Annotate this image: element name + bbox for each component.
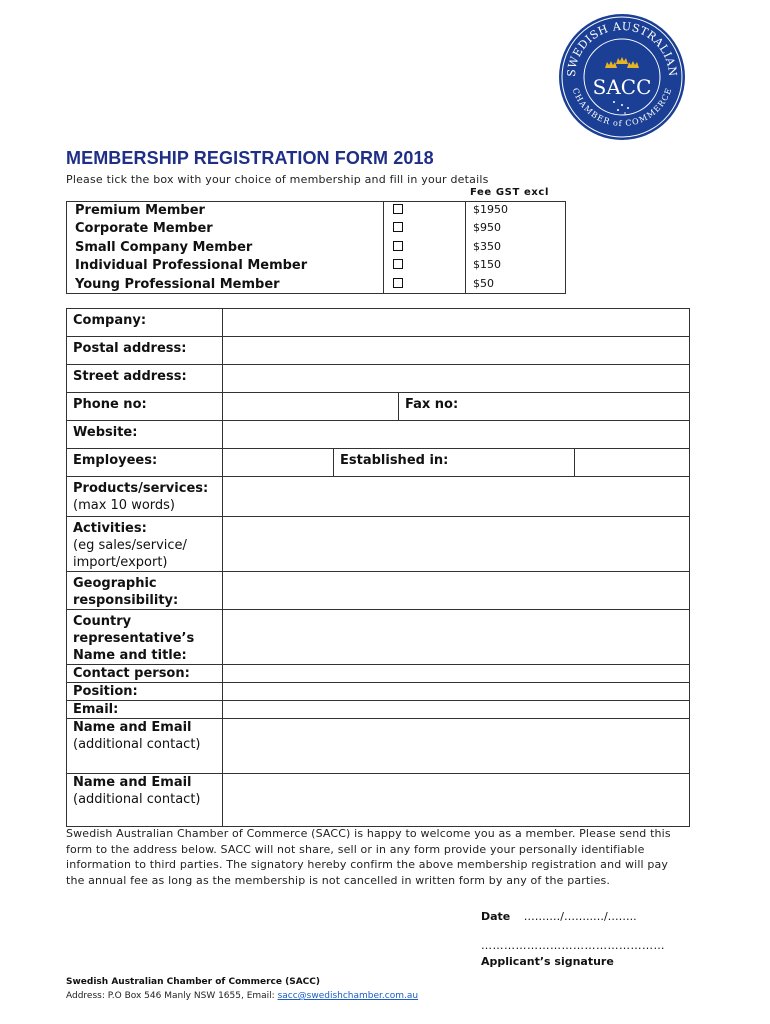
membership-name: Corporate Member xyxy=(75,221,213,237)
contact-person-field[interactable] xyxy=(223,665,690,683)
membership-name: Small Company Member xyxy=(75,239,253,255)
footer-email-link[interactable]: sacc@swedishchamber.com.au xyxy=(277,991,419,1001)
signature-field[interactable]: ………………………………………… xyxy=(481,939,665,952)
membership-fee: $350 xyxy=(473,239,501,253)
membership-fee: $50 xyxy=(473,276,494,290)
disclaimer-text: Swedish Australian Chamber of Commerce (SACC) is happy to welcome you as a member. Please send this form to the address below. SACC will not share, sell or in any form provide your personally identifiable information to third parties. The signatory hereby confirm the above membership registration and will pay the annual fee as long as the membership is not cancelled in written form by any of the parties. xyxy=(66,827,671,887)
employees-field[interactable] xyxy=(223,449,334,477)
date-line xyxy=(481,910,637,923)
email-field[interactable] xyxy=(223,701,690,719)
date-field[interactable]: …….…/……..…/…….. xyxy=(523,910,637,923)
street-address-label: Street address: xyxy=(67,365,223,393)
phone-field[interactable] xyxy=(223,393,399,421)
additional-contact-1-label-text: Name and Email xyxy=(73,720,192,735)
membership-row-small-company xyxy=(67,239,565,257)
membership-fee: $150 xyxy=(473,258,501,272)
membership-checkbox[interactable] xyxy=(393,259,403,269)
membership-table xyxy=(66,201,566,294)
additional-contact-1-label xyxy=(67,719,223,774)
membership-name: Individual Professional Member xyxy=(75,258,308,274)
geographic-field[interactable] xyxy=(223,572,690,610)
activities-label-text: Activities: xyxy=(73,521,147,536)
established-field[interactable] xyxy=(575,449,690,477)
membership-row-premium xyxy=(67,202,565,220)
footer-org-name: Swedish Australian Chamber of Commerce (SACC) xyxy=(66,977,321,987)
phone-label: Phone no: xyxy=(67,393,223,421)
additional-contact-2-label-text: Name and Email xyxy=(73,775,192,790)
additional-contact-2-label xyxy=(67,774,223,827)
activities-label xyxy=(67,517,223,572)
contact-person-label: Contact person: xyxy=(67,665,223,683)
postal-address-field[interactable] xyxy=(223,337,690,365)
date-label: Date xyxy=(481,910,511,923)
country-rep-label: Country representative’s Name and title: xyxy=(67,610,223,665)
membership-checkbox[interactable] xyxy=(393,222,403,232)
geographic-label: Geographic responsibility: xyxy=(67,572,223,610)
email-label: Email: xyxy=(67,701,223,719)
company-label: Company: xyxy=(67,309,223,337)
membership-checkbox[interactable] xyxy=(393,241,403,251)
membership-checkbox[interactable] xyxy=(393,204,403,214)
sacc-logo xyxy=(557,12,687,142)
footer-address xyxy=(66,991,418,1001)
position-label: Position: xyxy=(67,683,223,701)
membership-checkbox[interactable] xyxy=(393,278,403,288)
street-address-field[interactable] xyxy=(223,365,690,393)
fee-header: Fee GST excl xyxy=(470,187,549,198)
fax-label-text: Fax no: xyxy=(405,397,459,412)
postal-address-label: Postal address: xyxy=(67,337,223,365)
employees-label: Employees: xyxy=(67,449,223,477)
form-title: MEMBERSHIP REGISTRATION FORM 2018 xyxy=(66,148,434,168)
logo-ring-text-bottom: CHAMBER of COMMERCE xyxy=(570,86,674,129)
position-field[interactable] xyxy=(223,683,690,701)
membership-row-young-professional xyxy=(67,276,565,294)
products-field[interactable] xyxy=(223,477,690,517)
logo-ring-text: SWEDISH AUSTRALIAN xyxy=(564,19,680,78)
membership-fee: $950 xyxy=(473,221,501,235)
additional-contact-1-field[interactable] xyxy=(223,719,690,774)
products-label-text: Products/services: xyxy=(73,481,209,496)
additional-contact-2-note: (additional contact) xyxy=(73,792,201,807)
established-label: Established in: xyxy=(334,449,575,477)
country-rep-field[interactable] xyxy=(223,610,690,665)
website-label: Website: xyxy=(67,421,223,449)
instruction-text: Please tick the box with your choice of membership and fill in your details xyxy=(66,173,489,186)
details-table xyxy=(66,308,690,827)
logo-center-text: SACC xyxy=(592,75,652,99)
additional-contact-1-note: (additional contact) xyxy=(73,737,201,752)
membership-fee: $1950 xyxy=(473,203,508,216)
website-field[interactable] xyxy=(223,421,690,449)
fax-label[interactable] xyxy=(399,393,690,421)
membership-name: Premium Member xyxy=(75,203,205,218)
membership-name: Young Professional Member xyxy=(75,276,280,292)
membership-row-corporate xyxy=(67,220,565,238)
activities-field[interactable] xyxy=(223,517,690,572)
activities-note: (eg sales/service/ import/export) xyxy=(73,538,187,570)
company-field[interactable] xyxy=(223,309,690,337)
membership-row-individual-professional xyxy=(67,257,565,275)
footer-address-text: Address: P.O Box 546 Manly NSW 1655, Email: xyxy=(66,991,278,1001)
signature-label: Applicant’s signature xyxy=(481,955,614,968)
products-label xyxy=(67,477,223,517)
additional-contact-2-field[interactable] xyxy=(223,774,690,827)
products-note: (max 10 words) xyxy=(73,498,176,513)
